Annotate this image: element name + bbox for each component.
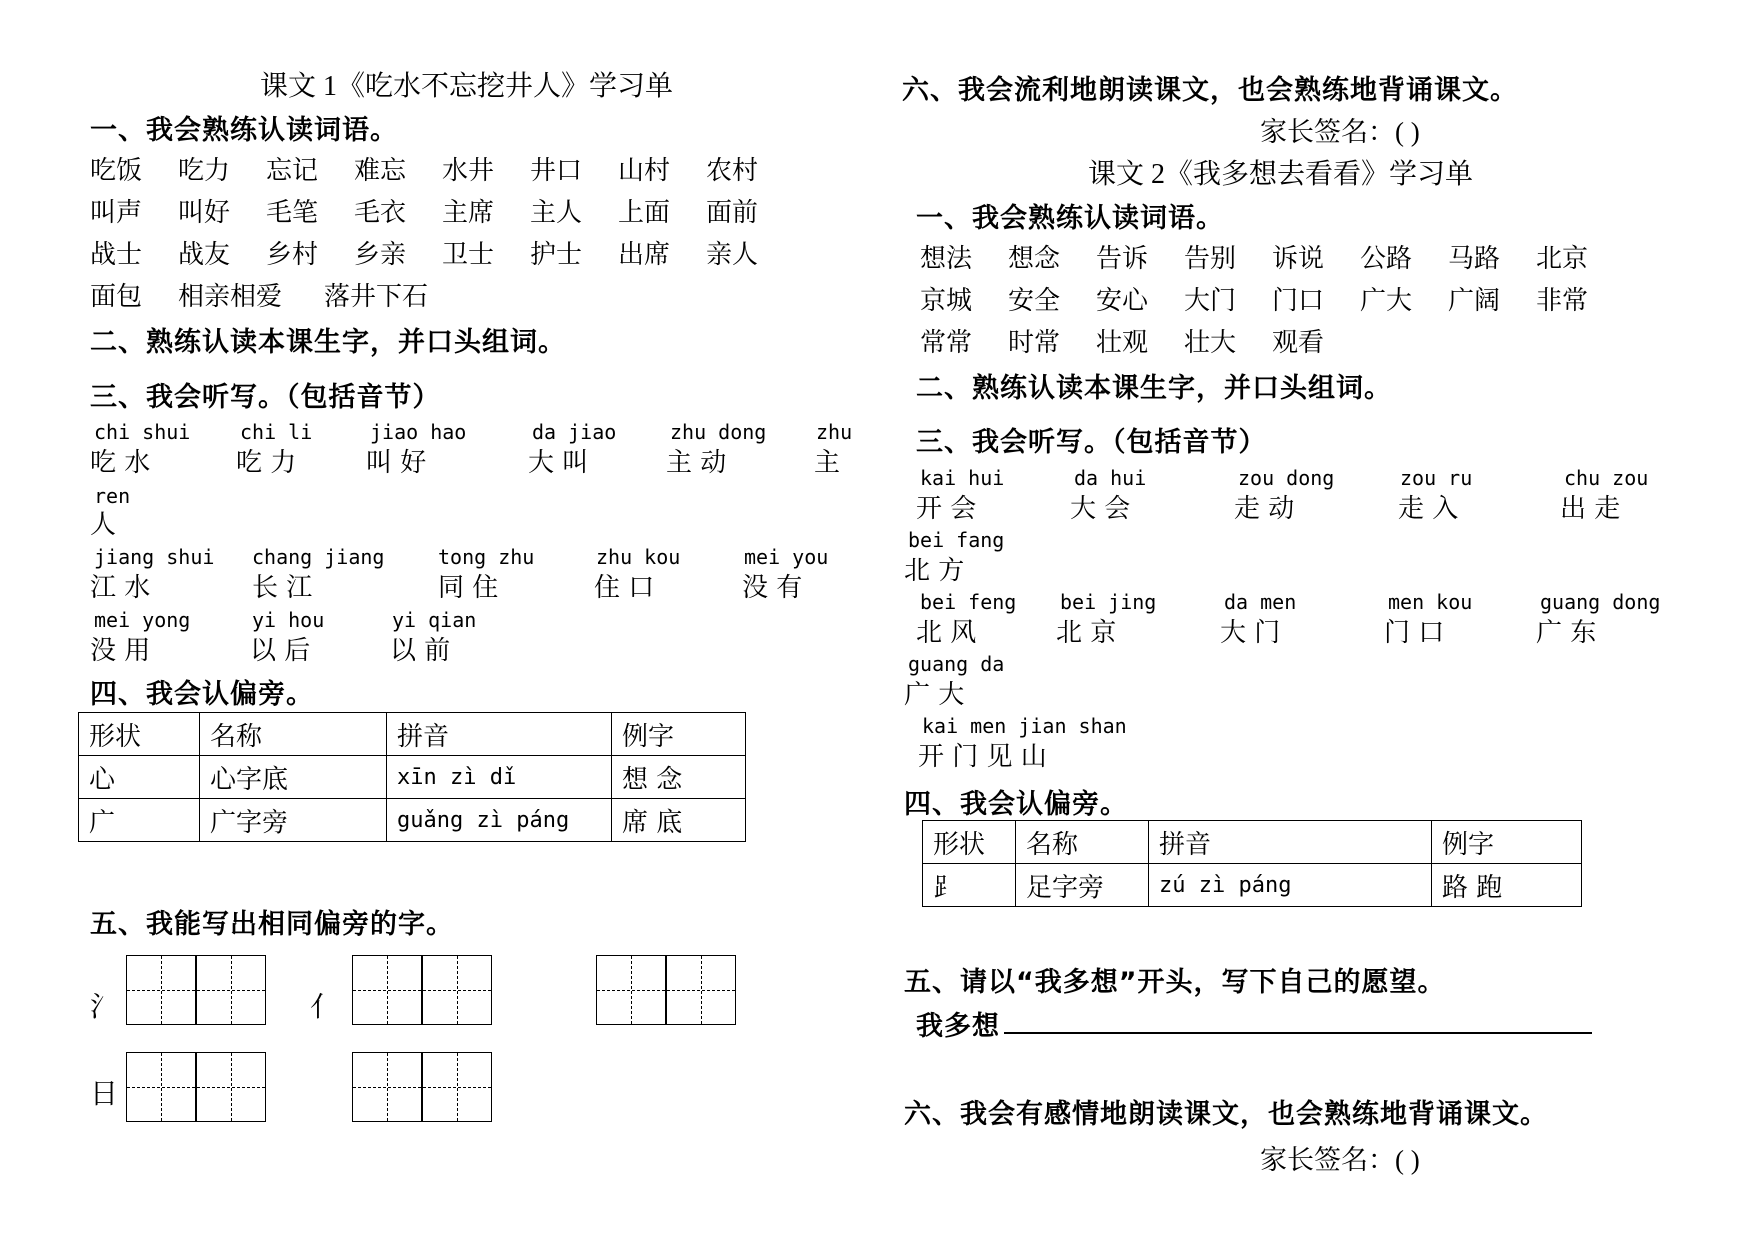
- hanzi: 北 京: [1056, 618, 1117, 648]
- table-row: [79, 799, 746, 842]
- wish-prompt: 我多想: [916, 1011, 1000, 1042]
- word: 想法: [920, 244, 973, 274]
- left-word-row-1: [90, 150, 794, 187]
- writing-box[interactable]: [422, 1052, 492, 1122]
- table-header-cell: 例字: [1432, 821, 1582, 864]
- pinyin: zhu: [816, 420, 853, 444]
- hanzi: 长 江: [252, 573, 313, 603]
- word: 水井: [442, 156, 495, 186]
- writing-box[interactable]: [666, 955, 736, 1025]
- hanzi: 以 后: [250, 636, 311, 666]
- left-word-row-2: [90, 192, 794, 229]
- word: 广大: [1360, 286, 1413, 316]
- word: 战士: [90, 240, 143, 270]
- pinyin: da hui: [1074, 466, 1147, 490]
- left-section-2-heading: 二、熟练认读本课生字，并口头组词。: [90, 327, 566, 358]
- radical-label: 氵: [90, 990, 119, 1023]
- pinyin: guang dong: [1540, 590, 1661, 614]
- pinyin: bei feng: [920, 590, 1017, 614]
- left-word-row-3: [90, 234, 794, 271]
- word: 难忘: [354, 156, 407, 186]
- word: 门口: [1272, 286, 1325, 316]
- pinyin: men kou: [1388, 590, 1473, 614]
- word: 诉说: [1272, 244, 1325, 274]
- word: 乡亲: [354, 240, 407, 270]
- word: 北京: [1536, 244, 1589, 274]
- writing-box[interactable]: [352, 955, 422, 1025]
- word: 乡村: [266, 240, 319, 270]
- parent-signature-2: 家长签名：( ): [1260, 1145, 1420, 1175]
- pinyin: chu zou: [1564, 466, 1649, 490]
- word: 毛笔: [266, 198, 319, 228]
- word: 面包: [90, 282, 143, 312]
- hanzi: 广 大: [904, 680, 965, 710]
- table-cell: xīn zì dǐ: [387, 756, 612, 799]
- radical-label: 日: [90, 1077, 119, 1110]
- table-cell: 广字旁: [200, 799, 387, 842]
- parent-signature: 家长签名：( ): [1260, 117, 1420, 147]
- writing-box[interactable]: [422, 955, 492, 1025]
- left-section-4-heading: 四、我会认偏旁。: [90, 679, 314, 710]
- table-cell: 心: [79, 756, 200, 799]
- table-cell: guǎng zì páng: [387, 799, 612, 842]
- word: 护士: [530, 240, 583, 270]
- pinyin: yi hou: [252, 608, 325, 632]
- word: 忘记: [266, 156, 319, 186]
- word: 叫好: [178, 198, 231, 228]
- hanzi: 住 口: [594, 573, 655, 603]
- writing-box[interactable]: [596, 955, 666, 1025]
- writing-box[interactable]: [196, 955, 266, 1025]
- word: 上面: [618, 198, 671, 228]
- wish-answer-line[interactable]: [1004, 1032, 1592, 1034]
- left-section-5-heading: 五、我能写出相同偏旁的字。: [90, 909, 454, 940]
- hanzi: 北 方: [904, 556, 965, 586]
- word: 马路: [1448, 244, 1501, 274]
- pinyin: chi shui: [94, 420, 191, 444]
- pinyin: kai hui: [920, 466, 1005, 490]
- table-cell: zú zì páng: [1149, 864, 1432, 907]
- word: 出席: [618, 240, 671, 270]
- pinyin: mei you: [744, 545, 829, 569]
- pinyin: chang jiang: [252, 545, 385, 569]
- table-row: [79, 713, 746, 756]
- right-title: 课文 2《我多想去看看》学习单: [1088, 159, 1474, 190]
- left-title: 课文 1《吃水不忘挖井人》学习单: [260, 71, 674, 102]
- word: 告诉: [1096, 244, 1149, 274]
- pinyin: bei jing: [1060, 590, 1157, 614]
- right-radical-table: [922, 820, 1582, 907]
- word: 主席: [442, 198, 495, 228]
- right-section-5-heading: 五、请以“我多想”开头，写下自己的愿望。: [904, 967, 1446, 998]
- left-word-row-4: [90, 276, 464, 313]
- pinyin: guang da: [908, 652, 1005, 676]
- table-row: [79, 756, 746, 799]
- hanzi: 走 入: [1398, 494, 1459, 524]
- table-cell: ⻊: [923, 864, 1016, 907]
- table-header-cell: 拼音: [1149, 821, 1432, 864]
- word: 落井下石: [324, 282, 429, 312]
- table-header-cell: 形状: [79, 713, 200, 756]
- word: 大门: [1184, 286, 1237, 316]
- pinyin: yi qian: [392, 608, 477, 632]
- word: 告别: [1184, 244, 1237, 274]
- pinyin: ren: [94, 484, 131, 508]
- hanzi: 主 动: [666, 448, 727, 478]
- pinyin: jiang shui: [94, 545, 215, 569]
- left-radical-table: [78, 712, 746, 842]
- table-header-cell: 名称: [1016, 821, 1149, 864]
- left-section-6-heading: 六、我会流利地朗读课文，也会熟练地背诵课文。: [902, 75, 1518, 106]
- writing-box[interactable]: [126, 1052, 196, 1122]
- table-header-cell: 拼音: [387, 713, 612, 756]
- hanzi: 大 会: [1070, 494, 1131, 524]
- word: 公路: [1360, 244, 1413, 274]
- hanzi: 开 门 见 山: [918, 742, 1047, 772]
- word: 安心: [1096, 286, 1149, 316]
- word: 京城: [920, 286, 973, 316]
- word: 吃饭: [90, 156, 143, 186]
- word: 战友: [178, 240, 231, 270]
- word: 安全: [1008, 286, 1061, 316]
- right-word-row-3: [920, 322, 1360, 359]
- left-section-3-heading: 三、我会听写。（包括音节）: [90, 382, 441, 413]
- table-header-cell: 名称: [200, 713, 387, 756]
- hanzi: 大 叫: [528, 448, 589, 478]
- table-row: [923, 821, 1582, 864]
- hanzi: 江 水: [90, 573, 151, 603]
- right-section-2-heading: 二、熟练认读本课生字，并口头组词。: [916, 373, 1392, 404]
- pinyin: zou ru: [1400, 466, 1473, 490]
- pinyin: mei yong: [94, 608, 191, 632]
- hanzi: 开 会: [916, 494, 977, 524]
- radical-label: 亻: [310, 990, 339, 1023]
- pinyin: da jiao: [532, 420, 617, 444]
- word: 常常: [920, 328, 973, 358]
- word: 主人: [530, 198, 583, 228]
- hanzi: 没 用: [90, 636, 151, 666]
- word: 井口: [530, 156, 583, 186]
- word: 非常: [1536, 286, 1589, 316]
- hanzi: 出 走: [1560, 494, 1621, 524]
- hanzi: 同 住: [438, 573, 499, 603]
- pinyin: bei fang: [908, 528, 1005, 552]
- hanzi: 广 东: [1536, 618, 1597, 648]
- word: 卫士: [442, 240, 495, 270]
- hanzi: 叫 好: [366, 448, 427, 478]
- right-section-1-heading: 一、我会熟练认读词语。: [916, 203, 1224, 234]
- left-section-1-heading: 一、我会熟练认读词语。: [90, 115, 398, 146]
- right-section-6-heading: 六、我会有感情地朗读课文，也会熟练地背诵课文。: [904, 1099, 1548, 1130]
- table-cell: 足字旁: [1016, 864, 1149, 907]
- word: 亲人: [706, 240, 759, 270]
- word: 叫声: [90, 198, 143, 228]
- right-section-4-heading: 四、我会认偏旁。: [904, 789, 1128, 820]
- table-row: [923, 864, 1582, 907]
- pinyin: da men: [1224, 590, 1297, 614]
- table-cell: 想 念: [612, 756, 746, 799]
- hanzi: 走 动: [1234, 494, 1295, 524]
- pinyin: tong zhu: [438, 545, 535, 569]
- word: 山村: [618, 156, 671, 186]
- word: 观看: [1272, 328, 1325, 358]
- hanzi: 吃 力: [236, 448, 297, 478]
- table-cell: 路 跑: [1432, 864, 1582, 907]
- writing-box[interactable]: [196, 1052, 266, 1122]
- hanzi: 人: [90, 510, 117, 540]
- pinyin: chi li: [240, 420, 313, 444]
- word: 壮观: [1096, 328, 1149, 358]
- table-header-cell: 形状: [923, 821, 1016, 864]
- hanzi: 没 有: [742, 573, 803, 603]
- table-cell: 心字底: [200, 756, 387, 799]
- pinyin: zhu kou: [596, 545, 681, 569]
- hanzi: 以 前: [390, 636, 451, 666]
- word: 时常: [1008, 328, 1061, 358]
- word: 广阔: [1448, 286, 1501, 316]
- pinyin: zhu dong: [670, 420, 767, 444]
- pinyin: kai men jian shan: [922, 714, 1127, 738]
- table-cell: 席 底: [612, 799, 746, 842]
- hanzi: 吃 水: [90, 448, 151, 478]
- right-section-3-heading: 三、我会听写。（包括音节）: [916, 427, 1267, 458]
- word: 面前: [706, 198, 759, 228]
- table-header-cell: 例字: [612, 713, 746, 756]
- right-word-row-2: [920, 280, 1624, 317]
- writing-box[interactable]: [126, 955, 196, 1025]
- table-cell: 广: [79, 799, 200, 842]
- writing-box[interactable]: [352, 1052, 422, 1122]
- word: 农村: [706, 156, 759, 186]
- word: 毛衣: [354, 198, 407, 228]
- word: 吃力: [178, 156, 231, 186]
- word: 想念: [1008, 244, 1061, 274]
- hanzi: 门 口: [1384, 618, 1445, 648]
- hanzi: 大 门: [1220, 618, 1281, 648]
- pinyin: jiao hao: [370, 420, 467, 444]
- hanzi: 北 风: [916, 618, 977, 648]
- pinyin: zou dong: [1238, 466, 1335, 490]
- word: 相亲相爱: [178, 282, 283, 312]
- hanzi: 主: [814, 448, 841, 478]
- word: 壮大: [1184, 328, 1237, 358]
- right-word-row-1: [920, 238, 1624, 275]
